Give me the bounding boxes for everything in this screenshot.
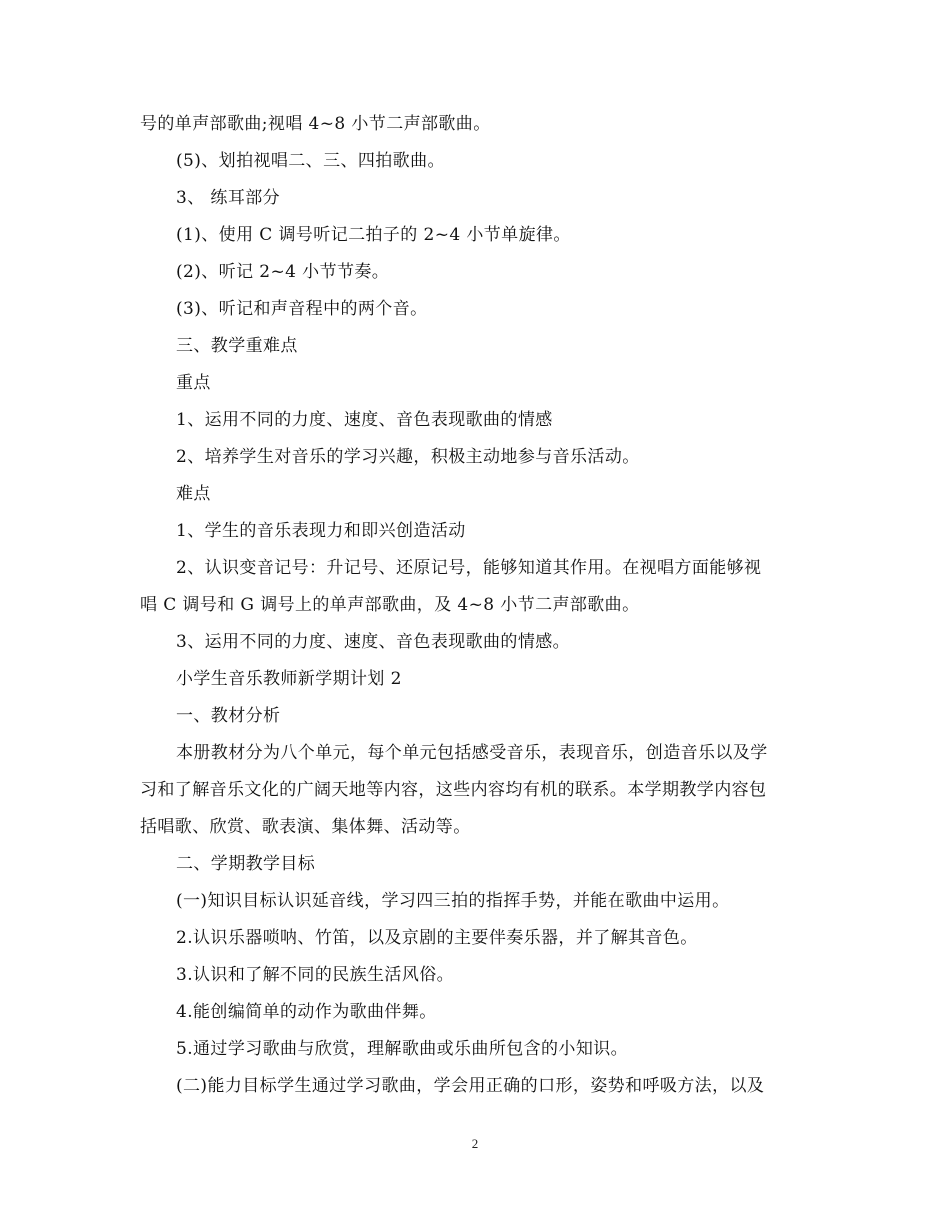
- text-line: 3.认识和了解不同的民族生活风俗。: [176, 965, 455, 985]
- text-line: 唱 C 调号和 G 调号上的单声部歌曲，及 4~8 小节二声部歌曲。: [140, 595, 640, 615]
- text-line: 5.通过学习歌曲与欣赏，理解歌曲或乐曲所包含的小知识。: [176, 1039, 629, 1059]
- text-line: (3)、听记和声音程中的两个音。: [176, 299, 428, 319]
- section-heading: 二、学期教学目标: [176, 854, 316, 874]
- section-heading: 难点: [176, 484, 211, 504]
- text-line: (一)知识目标认识延音线，学习四三拍的指挥手势，并能在歌曲中运用。: [176, 891, 730, 911]
- text-line: 4.能创编简单的动作为歌曲伴舞。: [176, 1002, 437, 1022]
- text-line: 2.认识乐器唢呐、竹笛，以及京剧的主要伴奏乐器，并了解其音色。: [176, 928, 698, 948]
- text-line: (二)能力目标学生通过学习歌曲，学会用正确的口形，姿势和呼吸方法，以及: [176, 1076, 765, 1096]
- text-line: 1、学生的音乐表现力和即兴创造活动: [176, 521, 466, 541]
- text-line: 2、培养学生对音乐的学习兴趣，积极主动地参与音乐活动。: [176, 447, 640, 467]
- text-line: (2)、听记 2~4 小节节奏。: [176, 262, 390, 282]
- section-heading: 一、教材分析: [176, 706, 281, 726]
- section-heading: 重点: [176, 373, 211, 393]
- section-heading: 3、 练耳部分: [176, 188, 281, 208]
- text-line: 3、运用不同的力度、速度、音色表现歌曲的情感。: [176, 632, 571, 652]
- text-line: 括唱歌、欣赏、歌表演、集体舞、活动等。: [140, 817, 471, 837]
- section-heading: 三、教学重难点: [176, 336, 298, 356]
- page-number: 2: [471, 1136, 479, 1151]
- text-line: 号的单声部歌曲;视唱 4~8 小节二声部歌曲。: [140, 114, 491, 134]
- text-line: 本册教材分为八个单元，每个单元包括感受音乐，表现音乐，创造音乐以及学: [176, 743, 768, 763]
- text-line: (5)、划拍视唱二、三、四拍歌曲。: [176, 151, 445, 171]
- text-line: (1)、使用 C 调号听记二拍子的 2~4 小节单旋律。: [176, 225, 571, 245]
- text-line: 习和了解音乐文化的广阔天地等内容，这些内容均有机的联系。本学期教学内容包: [140, 780, 767, 800]
- text-line: 2、认识变音记号：升记号、还原记号，能够知道其作用。在视唱方面能够视: [176, 558, 762, 578]
- text-line: 1、运用不同的力度、速度、音色表现歌曲的情感: [176, 410, 553, 430]
- document-subtitle: 小学生音乐教师新学期计划 2: [176, 669, 402, 689]
